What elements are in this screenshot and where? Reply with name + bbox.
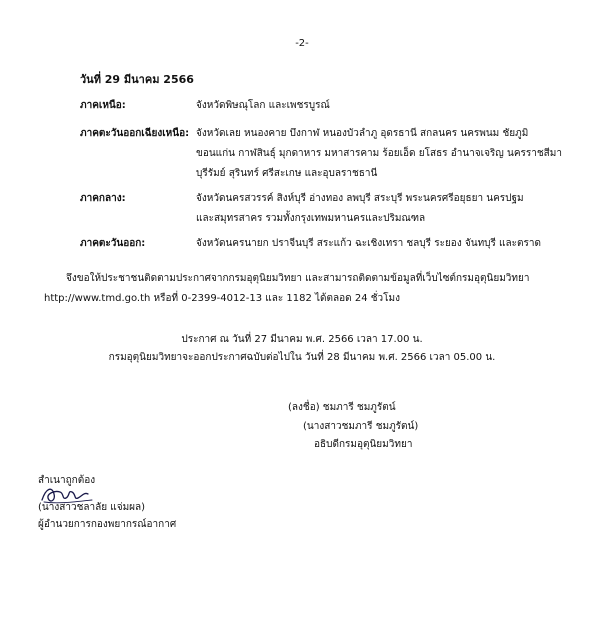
notice-line-1: จึงขอให้ประชาชนติดตามประกาศจากกรมอุตุนิยมวิทยา และสามารถติดตามข้อมูลที่เว็บไซต์กรมอุตุนิยมวิทยา: [66, 273, 530, 284]
notice-line-2: http://www.tmd.go.th หรือที่ 0-2399-4012-13 และ 1182 ได้ตลอด 24 ชั่วโมง: [44, 293, 400, 304]
region-provinces-northeast-2: ขอนแก่น กาฬสินธุ์ มุกดาหาร มหาสารคาม ร้อยเอ็ด ยโสธร อำนาจเจริญ นครราชสีมา: [196, 148, 562, 159]
region-label-north: ภาคเหนือ:: [80, 100, 126, 111]
region-provinces-northeast-1: จังหวัดเลย หนองคาย บึงกาฬ หนองบัวลำภู อุดรธานี สกลนคร นครพนม ชัยภูมิ: [196, 128, 529, 139]
region-provinces-east: จังหวัดนครนายก ปราจีนบุรี สระแก้ว ฉะเชิงเทรา ชลบุรี ระยอง จันทบุรี และตราด: [196, 238, 541, 249]
date-heading: วันที่ 29 มีนาคม 2566: [80, 73, 194, 86]
region-provinces-central-2: และสมุทรสาคร รวมทั้งกรุงเทพมหานครและปริมณฑล: [196, 213, 426, 224]
region-label-central: ภาคกลาง:: [80, 193, 126, 204]
region-label-northeast: ภาคตะวันออกเฉียงเหนือ:: [80, 128, 190, 139]
certified-copy-position: ผู้อำนวยการกองพยากรณ์อากาศ: [38, 519, 177, 530]
region-label-east: ภาคตะวันออก:: [80, 238, 146, 249]
certified-copy-title: สำเนาถูกต้อง: [38, 475, 96, 486]
signature-position: อธิบดีกรมอุตุนิยมวิทยา: [314, 439, 413, 450]
certified-copy-name: (นางสาวชลาลัย แจ่มผล): [38, 502, 146, 513]
region-provinces-north: จังหวัดพิษณุโลก และเพชรบูรณ์: [196, 100, 330, 111]
page-number: -2-: [295, 38, 309, 49]
announcement-issued: ประกาศ ณ วันที่ 27 มีนาคม พ.ศ. 2566 เวลา 17.00 น.: [181, 334, 423, 345]
signature-signed: (ลงชื่อ) ชมภารี ชมภูรัตน์: [288, 402, 396, 413]
signature-full-name: (นางสาวชมภารี ชมภูรัตน์): [303, 421, 419, 432]
announcement-next: กรมอุตุนิยมวิทยาจะออกประกาศฉบับต่อไปใน วันที่ 28 มีนาคม พ.ศ. 2566 เวลา 05.00 น.: [108, 352, 496, 363]
region-provinces-northeast-3: บุรีรัมย์ สุรินทร์ ศรีสะเกษ และอุบลราชธานี: [196, 168, 378, 179]
region-provinces-central-1: จังหวัดนครสวรรค์ สิงห์บุรี อ่างทอง ลพบุรี สระบุรี พระนครศรีอยุธยา นครปฐม: [196, 193, 524, 204]
